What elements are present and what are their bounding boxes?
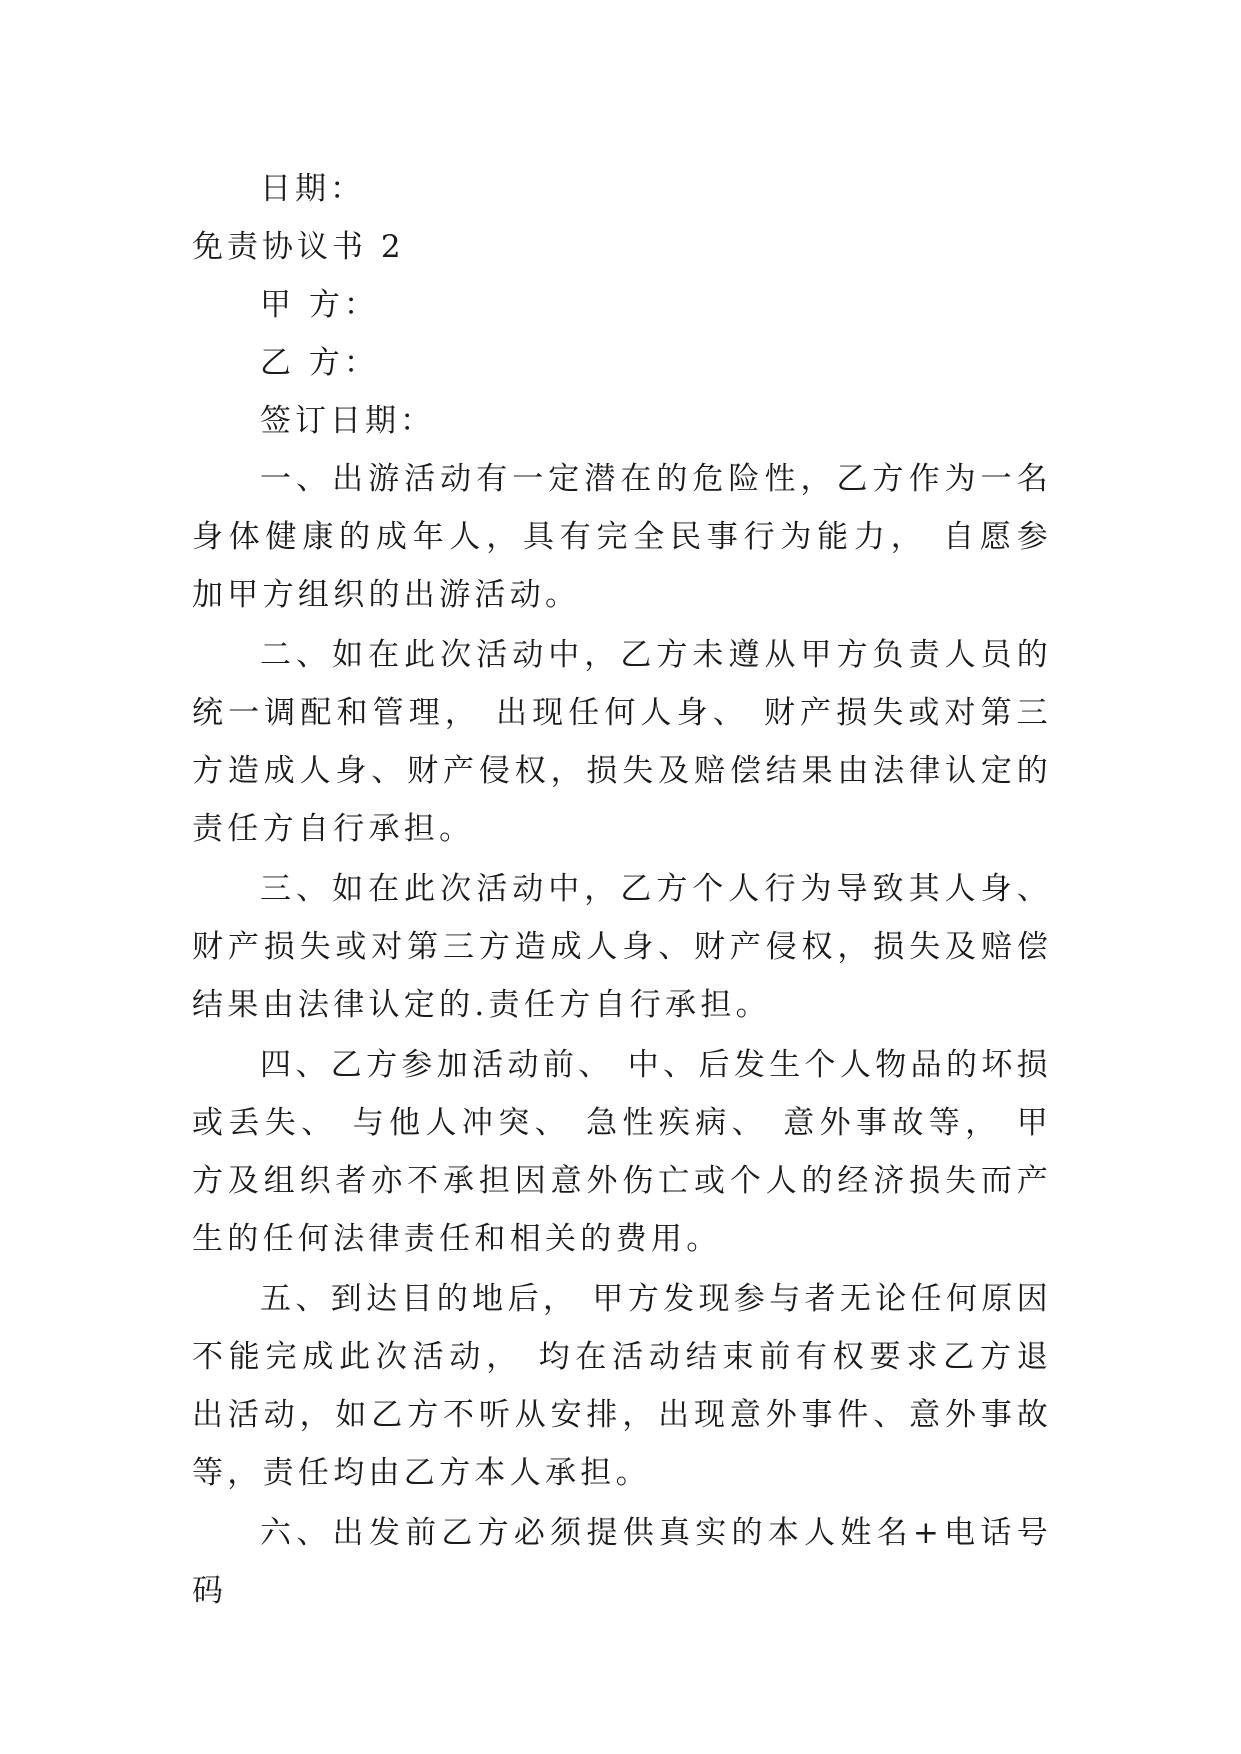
clause-6: 六、出发前乙方必须提供真实的本人姓名+电话号码 [192, 1515, 1052, 1609]
date-label: 日期： [260, 171, 365, 207]
document-page [192, 160, 1052, 1622]
clause-3: 三、如在此次活动中，乙方个人行为导致其人身、财产损失或对第三方造成人身、财产侵权，损失及赔偿结果由法律认定的.责任方自行承担。 [192, 871, 1052, 1023]
party-a-label: 甲 方： [260, 287, 379, 323]
clause-2: 二、如在此次活动中，乙方未遵从甲方负责人员的统一调配和管理， 出现任何人身、 财产损失或对第三方造成人身、财产侵权，损失及赔偿结果由法律认定的责任方自行承担。 [192, 637, 1052, 847]
clause-5: 五、到达目的地后， 甲方发现参与者无论任何原因不能完成此次活动， 均在活动结束前有权要求乙方退出活动，如乙方不听从安排，出现意外事件、意外事故等，责任均由乙方本人承担。 [192, 1281, 1052, 1491]
clause-1: 一、出游活动有一定潜在的危险性，乙方作为一名身体健康的成年人，具有完全民事行为能力， 自愿参加甲方组织的出游活动。 [192, 461, 1052, 613]
document-title: 免责协议书 2 [192, 229, 405, 265]
party-b-label: 乙 方： [260, 345, 379, 381]
clause-4: 四、乙方参加活动前、 中、后发生个人物品的坏损或丢失、 与他人冲突、 急性疾病、 意外事故等， 甲方及组织者亦不承担因意外伤亡或个人的经济损失而产生的任何法律责任和相关的费用。 [192, 1047, 1052, 1257]
signing-date-label: 签订日期： [260, 403, 435, 439]
